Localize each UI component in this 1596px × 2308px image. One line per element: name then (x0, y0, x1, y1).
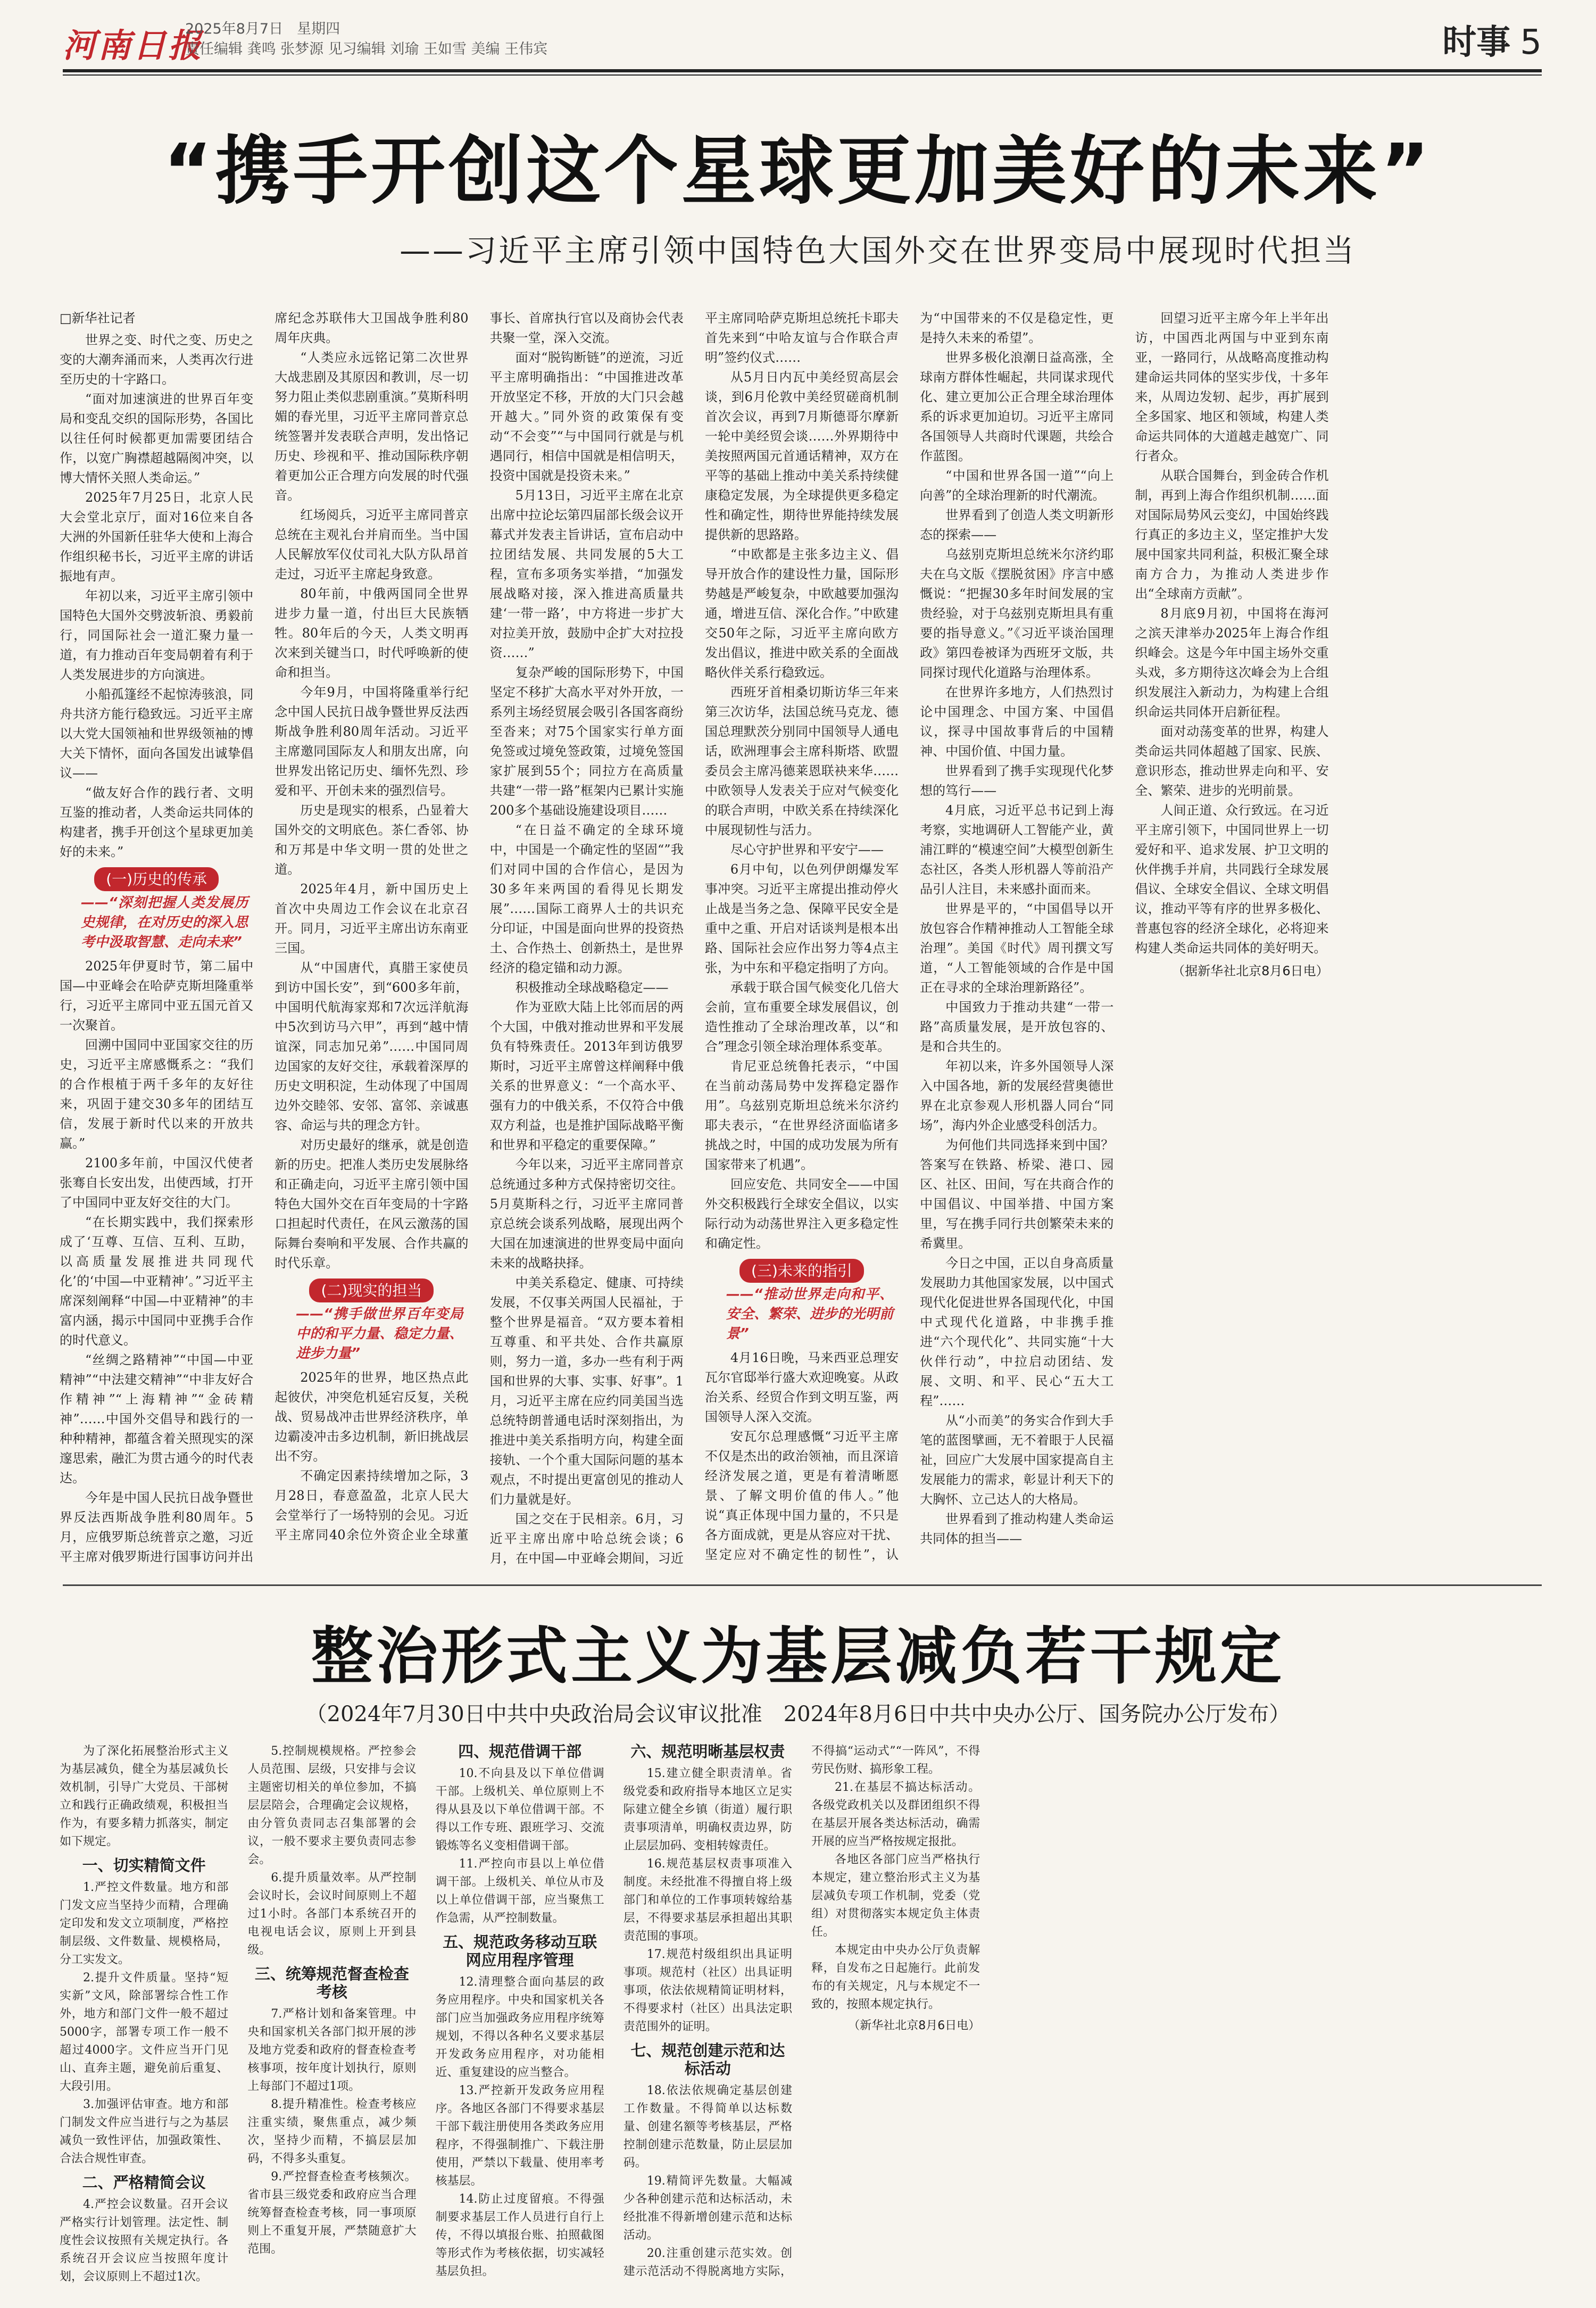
paragraph: 西班牙首相桑切斯访华三年来第三次访华，法国总统马克龙、德国总理默茨分别同中国领导人通电话，欧洲理事会主席科斯塔、欧盟委员会主席冯德莱恩联袂来华……中欧领导人发表关于应对气候变化的联合声明，中欧关系在持续深化中展现韧性与活力。 (704, 685, 899, 837)
paragraph: 回应安危、共同安全——中国外交积极践行全球安全倡议，以实际行动为动荡世界注入更多稳定性和确定性。 (704, 1177, 899, 1251)
paragraph: 安瓦尔总理感慨“习近平主席不仅是杰出的政治领袖，而且深谙经济发展之道，更是有着清晰愿景、了解文明价值的伟人。”他说“真正体现中国力量的，不只是各方面成就，更是从容应对干扰、坚定应对不确定性的韧性”，认为“中国带来的不仅是稳定性，更是持久未来的希望”。 (704, 311, 1114, 1562)
section-heading: 五、规范政务移动互联网应用程序管理 (443, 1933, 597, 1969)
paragraph: 80年前，中俄两国同全世界进步力量一道，付出巨大民族牺牲。80年后的今天，人类文明再次来到关键当口，时代呼唤新的使命和担当。 (275, 586, 469, 680)
article1-title: “携手开创这个星球更加美好的未来” (163, 128, 1433, 215)
paragraph: 年初以来，许多外国领导人深入中国各地，新的发展经营奥德世界在北京参观人形机器人同台“同场”，海内外企业感受科创活力。 (920, 1059, 1114, 1133)
paragraph: 4.严控会议数量。召开会议严格实行计划管理。法定性、制度性会议按照有关规定执行。各系统召开会议应当按照年度计划，会议原则上不超过1次。 (60, 2198, 229, 2284)
paragraph: 世界看到了创造人类文明新形态的探索—— (920, 508, 1114, 542)
paragraph: 8.提升精准性。检查考核应注重实绩，聚焦重点，减少频次，坚持少而精，不搞层层加码，不得多头重复。 (247, 2098, 417, 2165)
editor-credits: 责任编辑 龚鸣 张梦源 见习编辑 刘瑜 王如雪 美编 王伟宾 (185, 41, 548, 57)
article1-body (60, 309, 1544, 1575)
paragraph: “中国和世界各国一道”“向上向善”的全球治理新的时代潮流。 (920, 468, 1114, 503)
paragraph: 不确定因素持续增加之际，3月28日，春意盈盈，北京人民大会堂举行了一场特别的会见。习近平主席同40余位外资企业全球董事长、首席执行官以及商协会代表共聚一堂，深入交流。 (275, 311, 684, 1542)
paragraph: 10.不向县及以下单位借调干部。上级机关、单位原则上不得从县及以下单位借调干部。不得以工作专班、跟班学习、交流锻炼等名义变相借调干部。 (435, 1767, 604, 1853)
paragraph: 为何他们共同选择来到中国？答案写在铁路、桥梁、港口、园区、社区、田间，写在共商合作的中国倡议、中国举措、中国方案里，写在携手同行共创繁荣未来的希冀里。 (920, 1138, 1114, 1251)
paragraph: 2100多年前，中国汉代使者张骞自长安出发，出使西域，打开了中国同中亚友好交往的大门。 (60, 1156, 254, 1210)
paragraph: 小船孤篷经不起惊涛骇浪，同舟共济方能行稳致远。习近平主席以大党大国领袖和世界级领袖的博大关下情怀，面向各国发出诚挚倡议—— (60, 687, 254, 781)
paragraph: 积极推动全球战略稳定—— (515, 980, 669, 995)
paragraph: 4月16日晚，马来西亚总理安瓦尔官邸举行盛大欢迎晚宴。从政治关系、经贸合作到文明互鉴，两国领导人深入交流。 (704, 1350, 899, 1424)
paragraph: 红场阅兵，习近平主席同普京总统在主观礼台并肩而坐。当中国人民解放军仪仗司礼大队方队昂首走过，习近平主席起身致意。 (275, 508, 469, 582)
paragraph: “中欧都是主张多边主义、倡导开放合作的建设性力量，国际形势越是严峻复杂，中欧越要加强沟通，增进互信、深化合作。”中欧建交50年之际，习近平主席向欧方发出倡议，推进中欧关系的全面战略伙伴关系行稳致远。 (704, 547, 899, 680)
paragraph: 今日之中国，正以自身高质量发展助力其他国家发展，以中国式现代化促进世界各国现代化，中国中式现代化道路，中非携手推进“六个现代化”、共同实施“十大伙伴行动”，中拉启动团结、发展、文明、和平、民心“五大工程”…… (920, 1256, 1114, 1408)
paragraph: 3.加强评估审查。地方和部门制发文件应当进行与之为基层减负一致性评估，加强政策性、合法合规性审查。 (60, 2098, 229, 2165)
paragraph: 1.严控文件数量。地方和部门发文应当坚持少而精，合理确定印发和发文立项制度，严格控制层级、文件数量、规模格局，分工实发文。 (60, 1881, 229, 1966)
paragraph: 今年9月，中国将隆重举行纪念中国人民抗日战争暨世界反法西斯战争胜利80周年活动。习近平主席邀同国际友人和朋友出席，向世界发出铭记历史、缅怀先烈、珍爱和平、开创未来的强烈信号。 (275, 685, 469, 798)
paragraph: 为了深化拓展整治形式主义为基层减负，健全为基层减负长效机制，引导广大党员、干部树立和践行正确政绩观，积极担当作为，有要多精力抓落实，制定如下规定。 (60, 1745, 229, 1848)
paragraph: 世界是平的，“中国倡导以开放包容合作精神推动人工智能全球治理”。美国《时代》周刊撰文写道，“人工智能领域的合作是中国正在寻求的全球治理新路径”。 (920, 901, 1114, 995)
header-rule-thin (63, 74, 1542, 76)
section-heading: 七、规范创建示范和达标活动 (630, 2041, 785, 2078)
paragraph: 肯尼亚总统鲁托表示，“中国在当前动荡局势中发挥稳定器作用”。乌兹别克斯坦总统米尔济约耶夫表示，“在世界经济面临诸多挑战之时，中国的成功发展为所有国家带来了机遇”。 (704, 1059, 899, 1172)
paragraph: 18.依法依规确定基层创建工作数量。不得简单以达标数量、创建名额等考核基层，严格控制创建示范数量，防止层层加码。 (623, 2084, 792, 2170)
section-banner-label: (二)现实的担当 (309, 1278, 434, 1302)
newspaper-logo: 河南日报 (63, 26, 204, 65)
paragraph: 人间正道、众行致远。在习近平主席引领下，中国同世界上一切爱好和平、追求发展、护卫文明的伙伴携手并肩，共同践行全球发展倡议、全球安全倡议、全球文明倡议，推动平等有序的世界多极化、普惠包容的经济全球化，必将迎来构建人类命运共同体的美好明天。 (1135, 803, 1329, 956)
paragraph: 今年是中国人民抗日战争暨世界反法西斯战争胜利80周年。5月，应俄罗斯总统普京之邀，习近平主席对俄罗斯进行国事访问并出席纪念苏联伟大卫国战争胜利80周年庆典。 (60, 311, 469, 1564)
paragraph: 5月13日，习近平主席在北京出席中拉论坛第四届部长级会议开幕式并发表主旨讲话，宣布启动中拉团结发展、共同发展的5大工程，宣布多项务实举措，“加强发展战略对接，深入推进高质量共建‘一带一路’，中方将进一步扩大对拉美开放，鼓励中企扩大对拉投资……” (489, 488, 684, 660)
paragraph: “在长期实践中，我们探索形成了‘互尊、互信、互利、互助，以高质量发展推进共同现代化’的‘中国—中亚精神’。”习近平主席深刻阐释“中国—中亚精神”的丰富内涵，揭示中国同中亚携手合作的时代意义。 (60, 1215, 254, 1348)
section-name: 时事 (1442, 23, 1511, 62)
byline: □新华社记者 (60, 311, 136, 326)
section-heading: 二、严格精简会议 (82, 2173, 206, 2191)
paragraph: 2025年的世界，地区热点此起彼伏，冲突危机延宕反复，关税战、贸易战冲击世界经济秩序，单边霸凌冲击多边机制，新旧挑战层出不穷。 (275, 1370, 469, 1464)
paragraph: 面对“脱钩断链”的逆流，习近平主席明确指出：“中国推进改革开放坚定不移，开放的大门只会越开越大。”同外资的政策保有变动“不会变”“与中国同行就是与机遇同行，相信中国就是相信明天，投资中国就是投资未来。” (489, 350, 684, 483)
section-heading: 四、规范借调干部 (458, 1742, 582, 1761)
paragraph: 11.严控向市县以上单位借调干部。上级机关、单位从市及以上单位借调干部，应当聚焦工作急需，从严控制数量。 (435, 1857, 604, 1925)
section-quote: ——“深刻把握人类发展历史规律，在对历史的深入思考中汲取智慧、走向未来” (81, 895, 248, 950)
paragraph: 尽心守护世界和平安宁—— (730, 842, 884, 857)
paragraph: 中国致力于推动共建“一带一路”高质量发展，是开放包容的、是和合共生的。 (920, 1000, 1114, 1054)
paragraph: 4月底，习近平总书记到上海考察，实地调研人工智能产业，黄浦江畔的“模速空间”大模型创新生态社区，各类人形机器人等前沿产品引人注目，未来感扑面而来。 (920, 803, 1114, 896)
paragraph: 7.严格计划和备案管理。中央和国家机关各部门拟开展的涉及地方党委和政府的督查检查考核事项，按年度计划执行，原则上每部门不超过1项。 (247, 2007, 417, 2093)
paragraph: “面对加速演进的世界百年变局和变乱交织的国际形势，各国比以往任何时候都更加需要团结合作，以宽广胸襟超越隔阂冲突，以博大情怀关照人类命运。” (60, 392, 254, 485)
paragraph: 6月中旬，以色列伊朗爆发军事冲突。习近平主席提出推动停火止战是当务之急、保障平民安全是重中之重、开启对话谈判是根本出路、国际社会应作出努力等4点主张，为中东和平稳定指明了方向。 (704, 862, 899, 975)
paragraph: 复杂严峻的国际形势下，中国坚定不移扩大高水平对外开放，一系列主场经贸展会吸引各国客商纷至沓来；对75个国家实行单方面免签或过境免签政策，过境免签国家扩展到55个；同拉方在高质量共建“一带一路”框架内已累计实施200多个基础设施建设项目…… (489, 665, 684, 818)
paragraph: 19.精简评先数量。大幅减少各种创建示范和达标活动，未经批准不得新增创建示范和达标活动。 (623, 2174, 792, 2242)
paragraph: 在世界许多地方，人们热烈讨论中国理念、中国方案、中国倡议，探寻中国故事背后的中国精神、中国价值、中国力量。 (920, 685, 1114, 759)
section-quote: ——“推动世界走向和平、安全、繁荣、进步的光明前景” (726, 1286, 894, 1342)
paragraph: 5.控制规模规格。严控参会人员范围、层级，只安排与会议主题密切相关的单位参加，不搞层层陪会，合理确定会议规格，由分管负责同志召集部署的会议，一般不要求主要负责同志参会。 (247, 1745, 417, 1866)
article1-subtitle: ——习近平主席引领中国特色大国外交在世界变局中展现时代担当 (399, 233, 1356, 269)
paragraph: 世界看到了推动构建人类命运共同体的担当—— (920, 1512, 1114, 1546)
paragraph: 2.提升文件质量。坚持“短实新”文风，除部署综合性工作外，地方和部门文件一般不超过5000字，部署专项工作一般不超过4000字。文件应当开门见山、直奔主题，避免前后重复、大段引用。 (60, 1971, 229, 2093)
issue-date: 2025年8月7日 (185, 21, 284, 37)
paragraph: 17.规范村级组织出具证明事项。规范村（社区）出具证明事项，依法依规精简证明材料，不得要求村（社区）出具法定职责范围外的证明。 (623, 1948, 792, 2033)
paragraph: 21.在基层不搞达标活动。各级党政机关以及群团组织不得在基层开展各类达标活动，确需开展的应当严格按规定报批。 (811, 1781, 980, 1848)
section-banner-future (705, 1259, 899, 1283)
paragraph: 9.严控督查检查考核频次。省市县三级党委和政府应当合理统筹督查检查考核，同一事项原则上不重复开展，严禁随意扩大范围。 (247, 2170, 417, 2256)
section-heading: 三、统筹规范督查检查考核 (254, 1965, 409, 2001)
paragraph: 2025年伊夏时节，第二届中国—中亚峰会在哈萨克斯坦隆重举行，习近平主席同中亚五国元首又一次聚首。 (60, 959, 254, 1033)
paragraph: 面对动荡变革的世界，构建人类命运共同体超越了国家、民族、意识形态，推动世界走向和平、安全、繁荣、进步的光明前景。 (1135, 724, 1329, 798)
paragraph: 2025年4月，新中国历史上首次中央周边工作会议在北京召开。同月，习近平主席出访东南亚三国。 (275, 882, 469, 956)
paragraph: 6.提升质量效率。从严控制会议时长，会议时间原则上不超过1小时。各部门本系统召开的电视电话会议，原则上开到县级。 (247, 1871, 417, 1957)
paragraph: 各地区各部门应当严格执行本规定，建立整治形式主义为基层减负专项工作机制，党委（党组）对贯彻落实本规定负主体责任。 (811, 1853, 980, 1939)
paragraph: 作为亚欧大陆上比邻而居的两个大国，中俄对推动世界和平发展负有特殊责任。2013年到访俄罗斯时，习近平主席曾这样阐释中俄关系的世界意义：“一个高水平、强有力的中俄关系，不仅符合中俄双方利益，也是推护国际战略平衡和世界和平稳定的重要保障。” (489, 1000, 684, 1152)
paragraph: 历史是现实的根系，凸显着大国外交的文明底色。茶仁香邻、协和万邦是中华文明一贯的处世之道。 (275, 803, 469, 877)
header-rule (63, 69, 1542, 72)
issue-weekday: 星期四 (297, 21, 340, 37)
paragraph: 今年以来，习近平主席同普京总统通过多种方式保持密切交往。5月莫斯科之行，习近平主席同普京总统会谈系列战略，展现出两个大国在加速演进的世界变局中面向未来的战略抉择。 (489, 1157, 684, 1271)
paragraph: “人类应永远铭记第二次世界大战悲剧及其原因和教训，尽一切努力阻止类似悲剧重演。”莫斯科明媚的春光里，习近平主席同普京总统签署并发表联合声明，发出恪记历史、珍视和平、推动国际秩序朝着更加公正合理方向发展的时代强音。 (275, 350, 469, 503)
section-quote: ——“携手做世界百年变局中的和平力量、稳定力量、进步力量” (296, 1306, 463, 1361)
paragraph: 2025年7月25日，北京人民大会堂北京厅，面对16位来自各大洲的外国新任驻华大使和上海合作组织秘书长，习近平主席的讲话振地有声。 (60, 490, 254, 584)
paragraph: 8月底9月初，中国将在海河之滨天津举办2025年上海合作组织峰会。这是今年中国主场外交重头戏，多方期待这次峰会为上合组织发展注入新动力，为构建上合组织命运共同体开启新征程。 (1135, 606, 1329, 719)
paragraph: “丝绸之路精神”“中国—中亚精神”“中法建交精神”“中非友好合作精神”“上海精神”“金砖精神”……中国外交倡导和践行的一种种精神，都蕴含着关照现实的深邃思索，融汇为贯古通今的时代表达。 (60, 1352, 254, 1485)
paragraph: 13.严控新开发政务应用程序。各地区各部门不得要求基层干部下载注册使用各类政务应用程序，不得强制推广、下载注册使用，严禁以下载量、使用率考核基层。 (435, 2084, 604, 2188)
paragraph: 对历史最好的继承，就是创造新的历史。把准人类历史发展脉络和正确走向，习近平主席引领中国特色大国外交在百年变局的十字路口担起时代责任，在风云激荡的国际舞台奏响和平发展、合作共赢的时代乐章。 (275, 1138, 469, 1271)
article2-source: （新华社北京8月6日电） (848, 2019, 980, 2032)
article2-body (60, 1742, 1544, 2290)
paragraph: 回望习近平主席今年上半年出访，中国西北两国与中亚到东南亚，一路同行，从战略高度推动构建命运共同体的坚实步伐，十多年来，从周边发轫、起步，再扩展到全多国家、地区和领域，构建人类命运共同体的大道越走越宽广、同行者众。 (1135, 311, 1329, 463)
paragraph: 世界多极化浪潮日益高涨，全球南方群体性崛起，共同谋求现代化、建立更加公正合理全球治理体系的诉求更加迫切。习近平主席同各国领导人共商时代课题，共绘合作蓝图。 (920, 350, 1114, 463)
paragraph: 从“小而美”的务实合作到大手笔的蓝图擘画，无不着眼于人民福祉，回应广大发展中国家提高自主发展能力的需求，彰显计利天下的大胸怀、立己达人的大格局。 (920, 1413, 1114, 1507)
paragraph: 12.清理整合面向基层的政务应用程序。中央和国家机关各部门应当加强政务应用程序统筹规划，不得以各种名义要求基层开发政务应用程序，对功能相近、重复建设的应当整合。 (435, 1975, 604, 2079)
paragraph: 15.建立健全职责清单。省级党委和政府指导本地区立足实际建立健全乡镇（街道）履行职责事项清单，明确权责边界，防止层层加码、变相转嫁责任。 (623, 1767, 792, 1853)
paragraph: 20.注重创建示范实效。创建示范活动不得脱离地方实际，不得搞“运动式”“一阵风”，不得劳民伤财、搞形象工程。 (623, 1745, 980, 2278)
section-heading: 六、规范明晰基层权责 (630, 1742, 785, 1761)
article-divider (63, 1584, 1542, 1586)
section-banner-reality (275, 1278, 468, 1302)
paragraph: 国之交在于民相亲。6月，习近平主席出席中哈总统会谈；6月，在中国—中亚峰会期间，习近平主席同哈萨克斯坦总统托卡耶夫首先来到“中哈友谊与合作联合声明”签约仪式…… (489, 311, 899, 1566)
paragraph: 乌兹别克斯坦总统米尔济约耶夫在乌文版《摆脱贫困》序言中感慨说：“把握30多年时间发展的宝贵经验，对于乌兹别克斯坦具有重要的指导意义。”《习近平谈治国理政》第四卷被译为西班牙文版，共同探讨现代化道路与治理体系。 (920, 547, 1114, 680)
paragraph: 从联合国舞台，到金砖合作机制，再到上海合作组织机制……面对国际局势风云变幻，中国始终践行真正的多边主义，坚定推护大发展中国家共同利益，积极汇聚全球南方合力，为推动人类进步作出“全球南方贡献”。 (1135, 468, 1329, 601)
paragraph: 承载于联合国气候变化几倍大会前，宣布重要全球发展倡议，创造性推动了全球治理改革，以“和合”理念引领全球治理体系变革。 (704, 980, 899, 1054)
article1-source: （据新华社北京8月6日电） (1172, 964, 1329, 978)
section-banner-label: (一)历史的传承 (94, 867, 219, 891)
article2-title: 整治形式主义为基层减负若干规定 (311, 1621, 1285, 1692)
paragraph: 世界看到了携手实现现代化梦想的笃行—— (920, 763, 1114, 798)
page-number: 5 (1520, 23, 1542, 62)
article2-subtitle: （2024年7月30日中共中央政治局会议审议批准 2024年8月6日中共中央办公厅、国务院办公厅发布） (305, 1702, 1291, 1726)
masthead (63, 15, 1542, 68)
paragraph: 14.防止过度留痕。不得强制要求基层工作人员进行自行上传，不得以填报台账、拍照截图等形式作为考核依据，切实减轻基层负担。 (435, 2193, 604, 2278)
section-label (1442, 15, 1542, 64)
paragraph: 中美关系稳定、健康、可持续发展，不仅事关两国人民福祉，于整个世界是福音。“双方要本着相互尊重、和平共处、合作共赢原则，努力一道，多办一些有利于两国和世界的大事、实事、好事”。1月，习近平主席在应约同美国当选总统特朗普通电话时深刻指出，为推进中美关系指明方向，构建全面接轨、一个个重大国际问题的基本观点，不时提出更富创见的推动人们力量就是好。 (489, 1275, 684, 1507)
paragraph: “在日益不确定的全球环境中，中国是一个确定性的坚固“”我们对同中国的合作信心，是因为30多年来两国的看得见长期发展”……国际工商界人士的共识充分印证，中国是面向世界的投资热土、合作热土、创新热土，是世界经济的稳定锚和动力源。 (489, 823, 684, 975)
section-banner-label: (三)未来的指引 (739, 1259, 864, 1283)
masthead-info (185, 19, 547, 60)
paragraph: 年初以来，习近平主席引领中国特色大国外交劈波斩浪、勇毅前行，同国际社会一道汇聚力量一道，有力推动百年变局朝着有利于人类发展进步的方向演进。 (60, 588, 254, 682)
paragraph: “做友好合作的践行者、文明互鉴的推动者，人类命运共同体的构建者，携手开创这个星球更加美好的未来。” (60, 785, 254, 859)
section-heading: 一、切实精简文件 (82, 1856, 206, 1874)
paragraph: 本规定由中央办公厅负责解释，自发布之日起施行。此前发布的有关规定，凡与本规定不一致的，按照本规定执行。 (811, 1944, 980, 2011)
paragraph: 从5月日内瓦中美经贸高层会谈，到6月伦敦中美经贸磋商机制首次会议，再到7月斯德哥尔摩新一轮中美经贸会谈……外界期待中美按照两国元首通话精神，双方在平等的基础上推动中美关系持续健康稳定发展，为全球提供更多稳定性和确定性，期待世界能持续发展提供新的思路路。 (704, 370, 899, 542)
paragraph: 世界之变、时代之变、历史之变的大潮奔涌而来，人类再次行进至历史的十字路口。 (60, 333, 254, 387)
paragraph: 从“中国唐代，真腊王家使员到访中国长安”，到“600多年前，中国明代航海家郑和7次远洋航海中5次到访马六甲”，再到“越中情谊深，同志加兄弟”……中国同周边国家的友好交往，承载着深厚的历史文明积淀，生动体现了中国周边外交睦邻、安邻、富邻、亲诚惠容、命运与共的理念方针。 (275, 960, 469, 1133)
paragraph: 回溯中国同中亚国家交往的历史，习近平主席感慨系之：“我们的合作根植于两千多年的友好往来，巩固于建交30多年的团结互信，发展于新时代以来的开放共赢。” (60, 1037, 254, 1151)
paragraph: 16.规范基层权责事项准入制度。未经批准不得擅自将上级部门和单位的工作事项转嫁给基层，不得要求基层承担超出其职责范围的事项。 (623, 1857, 792, 1943)
section-banner-history (60, 867, 253, 891)
